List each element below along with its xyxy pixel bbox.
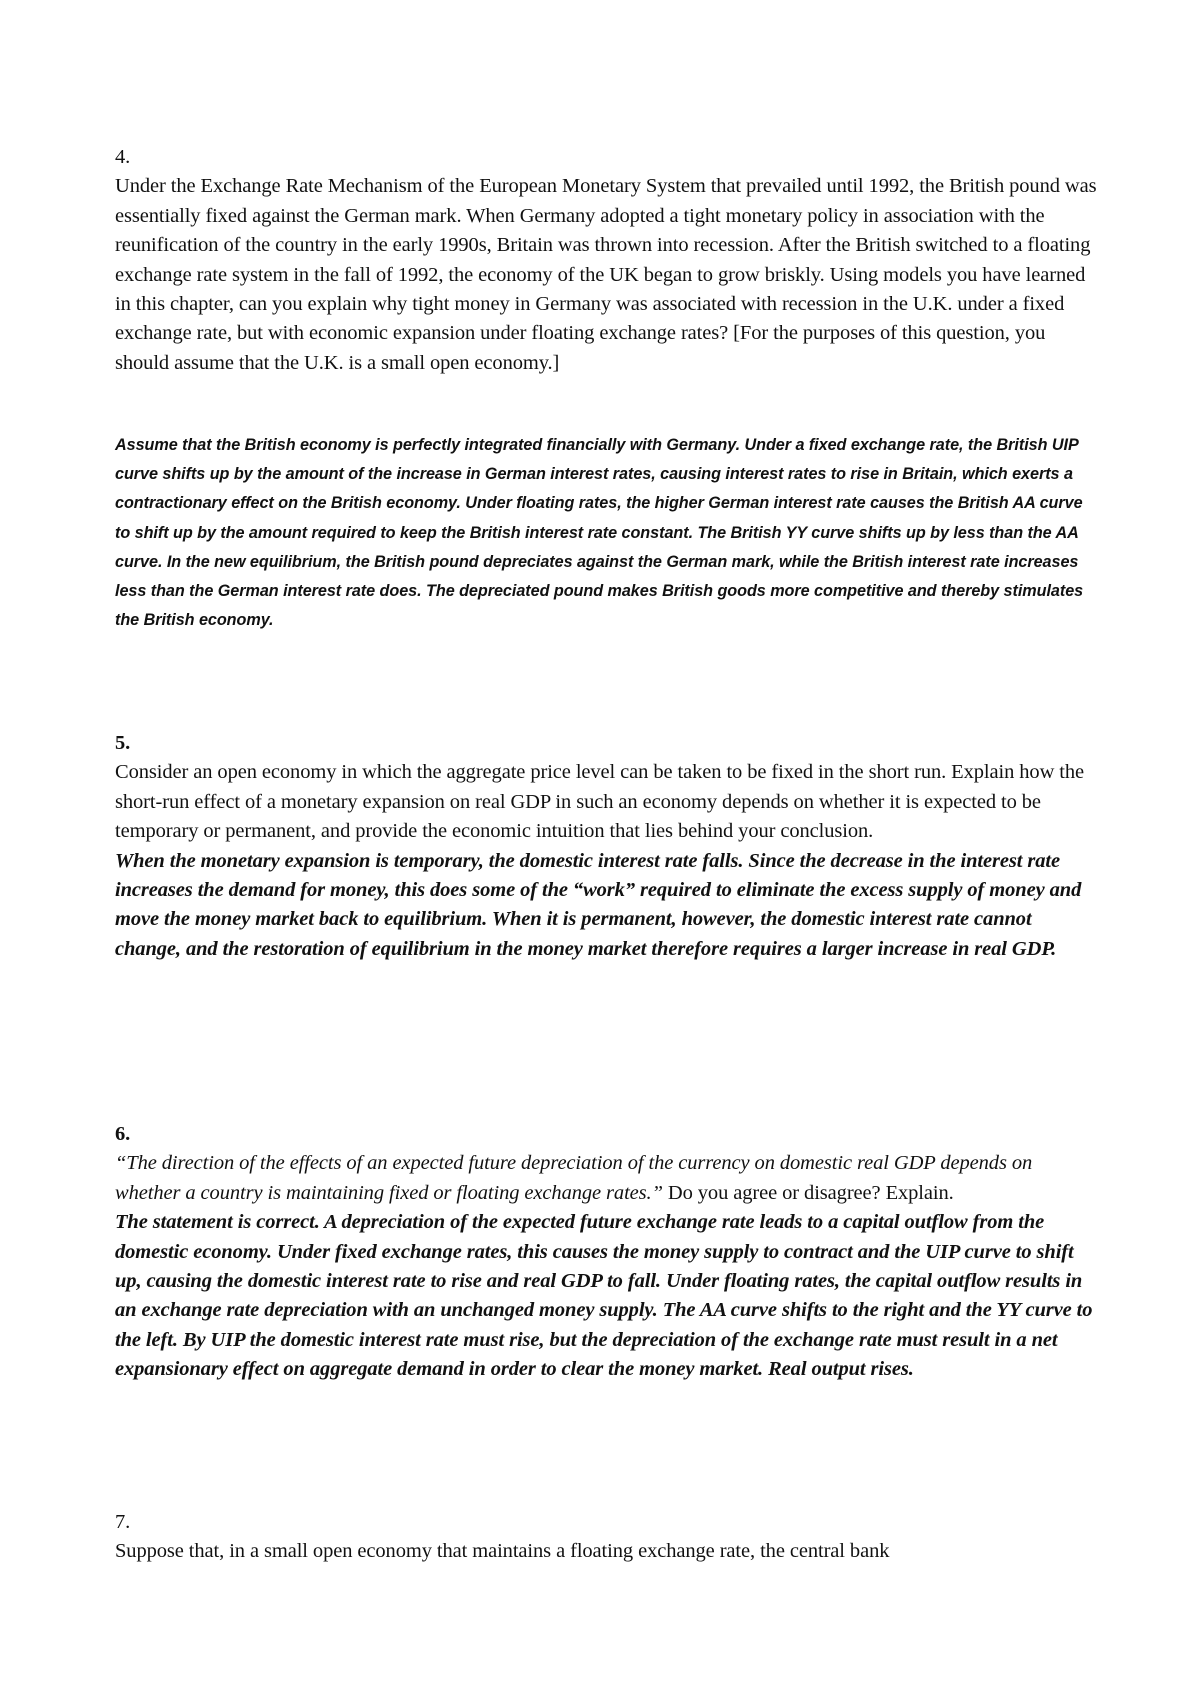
question-text bbox=[115, 1149, 1100, 1208]
answer-5: When the monetary expansion is temporary, the domestic interest rate falls. Since the decrease in the interest rate increases the demand for money, this does some of the “work” required to eliminate the excess supply of money and move the money market back to equilibrium. When it is permanent, however, the domestic interest rate cannot change, and the restoration of equilibrium in the money market therefore requires a larger increase in real GDP. bbox=[115, 849, 1082, 960]
question-6 bbox=[115, 1120, 1100, 1385]
answer-4: Assume that the British economy is perfectly integrated financially with Germany. Under a fixed exchange rate, the British UIP curve shifts up by the amount of the increase in German interest rates, causing interest rates to rise in Britain, which exerts a contractionary effect on the British economy. Under floating rates, the higher German interest rate causes the British AA curve to shift up by the amount required to keep the British interest rate constant. The British YY curve shifts up by less than the AA curve. In the new equilibrium, the British pound depreciates against the German mark, while the British interest rate increases less than the German interest rate does. The depreciated pound makes British goods more competitive and thereby stimulates the British economy. bbox=[115, 436, 1084, 630]
question-quote: “The direction of the effects of an expected future depreciation of the currency on domestic real GDP depends on whether a country is maintaining fixed or floating exchange rates.” bbox=[115, 1152, 1033, 1204]
question-text: Under the Exchange Rate Mechanism of the European Monetary System that prevailed until 1992, the British pound was essentially fixed against the German mark. When Germany adopted a tight monetary policy in association with the reunification of the country in the early 1990s, Britain was thrown into recession. After the British switched to a floating exchange rate system in the fall of 1992, the economy of the UK began to grow briskly. Using models you have learned in this chapter, can you explain why tight money in Germany was associated with recession in the U.K. under a fixed exchange rate, but with economic expansion under floating exchange rates? [For the purposes of this question, you should assume that the U.K. is a small open economy.] bbox=[115, 175, 1097, 374]
question-number: 4. bbox=[115, 146, 131, 168]
question-number: 5. bbox=[115, 732, 131, 754]
question-4 bbox=[115, 143, 1100, 378]
question-number: 6. bbox=[115, 1123, 131, 1145]
question-number: 7. bbox=[115, 1511, 131, 1533]
question-5 bbox=[115, 729, 1100, 964]
question-text: Consider an open economy in which the aggregate price level can be taken to be fixed in the short run. Explain how the short-run effect of a monetary expansion on real GDP in such an economy depends on whether it is expected to be temporary or permanent, and provide the economic intuition that lies behind your conclusion. bbox=[115, 761, 1085, 843]
question-tail: Do you agree or disagree? Explain. bbox=[662, 1181, 954, 1204]
question-7 bbox=[115, 1508, 1100, 1567]
question-text: Suppose that, in a small open economy that maintains a floating exchange rate, the central bank bbox=[115, 1540, 890, 1563]
answer-6: The statement is correct. A depreciation of the expected future exchange rate leads to a capital outflow from the domestic economy. Under fixed exchange rates, this causes the money supply to contract and the UIP curve to shift up, causing the domestic interest rate to rise and real GDP to fall. Under floating rates, the capital outflow results in an exchange rate depreciation with an unchanged money supply. The AA curve shifts to the right and the YY curve to the left. By UIP the domestic interest rate must rise, but the depreciation of the exchange rate must result in a net expansionary effect on aggregate demand in order to clear the money market. Real output rises. bbox=[115, 1211, 1093, 1381]
